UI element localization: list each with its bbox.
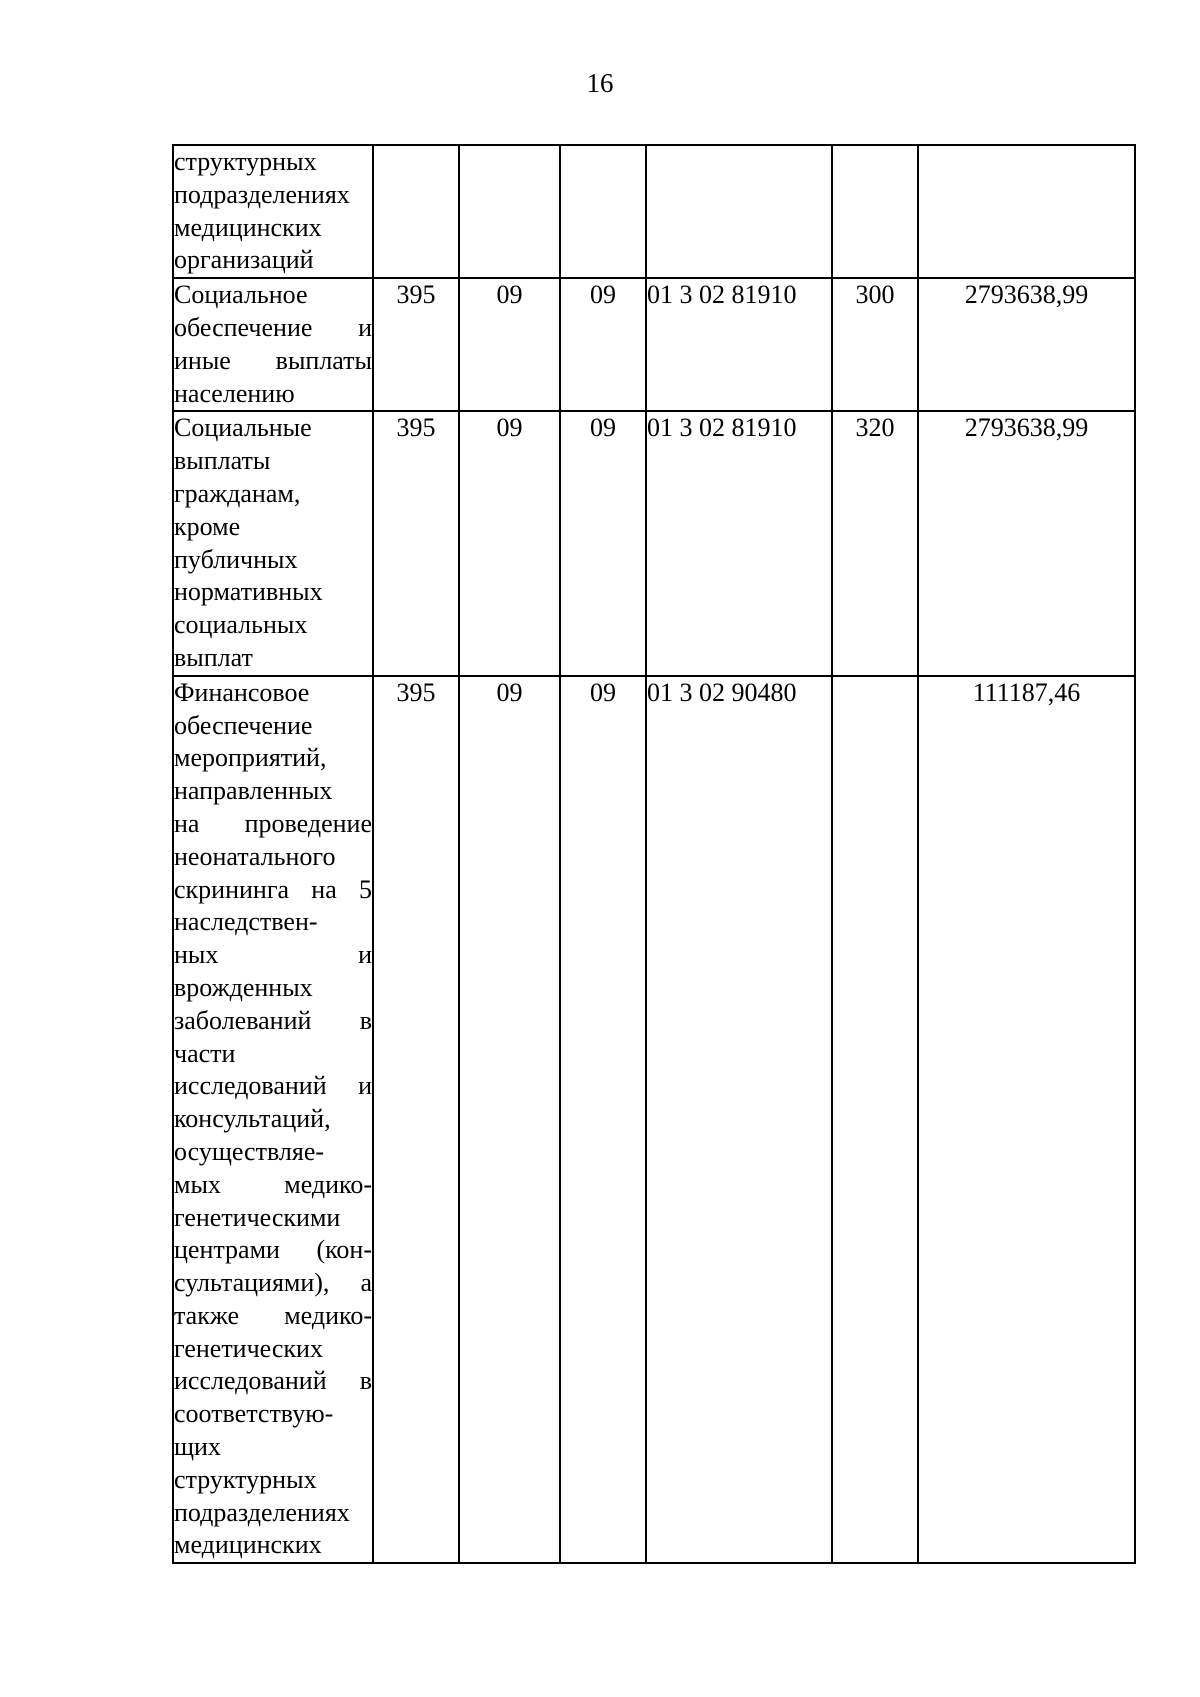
description-line: генетических xyxy=(174,1333,323,1363)
description-line: осуществляе- xyxy=(174,1136,325,1166)
grbs-code-cell: 395 xyxy=(373,278,459,411)
description-line: врожденных xyxy=(174,972,313,1002)
amount-cell: 2793638,99 xyxy=(918,411,1135,675)
section-code-cell: 09 xyxy=(459,278,560,411)
grbs-code-cell: 395 xyxy=(373,676,459,1564)
table-row xyxy=(173,278,1135,411)
target-article-cell: 01 3 02 81910 xyxy=(646,278,832,411)
description-line: скрининга на 5 xyxy=(174,874,372,904)
section-code-cell: 09 xyxy=(459,676,560,1564)
description-line: неонатального xyxy=(174,841,336,871)
budget-table xyxy=(172,144,1136,1564)
description-line: генетическими xyxy=(174,1202,341,1232)
subsection-code-cell: 09 xyxy=(560,278,646,411)
description-line: нормативных xyxy=(174,577,323,607)
description-line: Социальное xyxy=(174,280,308,310)
subsection-code-cell: 09 xyxy=(560,411,646,675)
section-code-cell xyxy=(459,145,560,278)
description-line: выплат xyxy=(174,642,253,672)
grbs-code-cell: 395 xyxy=(373,411,459,675)
description-line: исследований и xyxy=(174,1071,372,1101)
description-line: мых медико- xyxy=(174,1169,372,1199)
description-line: иные выплаты xyxy=(174,345,372,375)
description-line: обеспечение xyxy=(174,710,313,740)
target-article-cell: 01 3 02 81910 xyxy=(646,411,832,675)
description-line: консультаций, xyxy=(174,1104,331,1134)
description-line: медицинских xyxy=(174,212,322,242)
description-line: на проведение xyxy=(174,808,372,838)
description-line: центрами (кон- xyxy=(174,1235,372,1265)
description-line: заболеваний в xyxy=(174,1005,372,1035)
target-article-cell xyxy=(646,145,832,278)
description-line: ных и xyxy=(174,940,372,970)
subsection-code-cell: 09 xyxy=(560,676,646,1564)
expense-type-cell xyxy=(832,145,918,278)
amount-cell: 2793638,99 xyxy=(918,278,1135,411)
description-line: населению xyxy=(174,378,295,408)
description-line: Социальные xyxy=(174,413,312,443)
table-row xyxy=(173,145,1135,278)
description-cell xyxy=(173,411,373,675)
description-cell xyxy=(173,145,373,278)
subsection-code-cell xyxy=(560,145,646,278)
description-line: Финансовое xyxy=(174,677,310,707)
description-cell xyxy=(173,676,373,1564)
expense-type-cell xyxy=(832,676,918,1564)
description-line: исследований в xyxy=(174,1366,372,1396)
description-line: подразделениях xyxy=(174,1497,350,1527)
grbs-code-cell xyxy=(373,145,459,278)
description-line: также медико- xyxy=(174,1300,372,1330)
description-line: структурных xyxy=(174,1464,317,1494)
description-line: структурных xyxy=(174,147,317,176)
description-line: направленных xyxy=(174,776,333,806)
description-line: соответствую- xyxy=(174,1399,334,1429)
description-line: гражданам, xyxy=(174,478,301,508)
description-line: медицинских xyxy=(174,1530,322,1560)
table-row xyxy=(173,676,1135,1564)
description-line: мероприятий, xyxy=(174,743,327,773)
expense-type-cell: 300 xyxy=(832,278,918,411)
description-line: социальных xyxy=(174,610,308,640)
page-number: 16 xyxy=(586,68,614,98)
description-line: части xyxy=(174,1038,236,1068)
description-line: наследствен- xyxy=(174,907,318,937)
description-line: сультациями), а xyxy=(174,1268,372,1298)
table-body xyxy=(173,145,1135,1563)
description-line: кроме xyxy=(174,511,241,541)
target-article-cell: 01 3 02 90480 xyxy=(646,676,832,1564)
amount-cell: 111187,46 xyxy=(918,676,1135,1564)
expense-type-cell: 320 xyxy=(832,411,918,675)
description-line: выплаты xyxy=(174,446,271,476)
description-line: щих xyxy=(174,1432,221,1462)
table-row xyxy=(173,411,1135,675)
description-cell xyxy=(173,278,373,411)
description-line: организаций xyxy=(174,245,314,275)
description-line: публичных xyxy=(174,544,298,574)
amount-cell xyxy=(918,145,1135,278)
description-line: подразделениях xyxy=(174,179,350,209)
section-code-cell: 09 xyxy=(459,411,560,675)
description-line: обеспечение и xyxy=(174,312,372,342)
